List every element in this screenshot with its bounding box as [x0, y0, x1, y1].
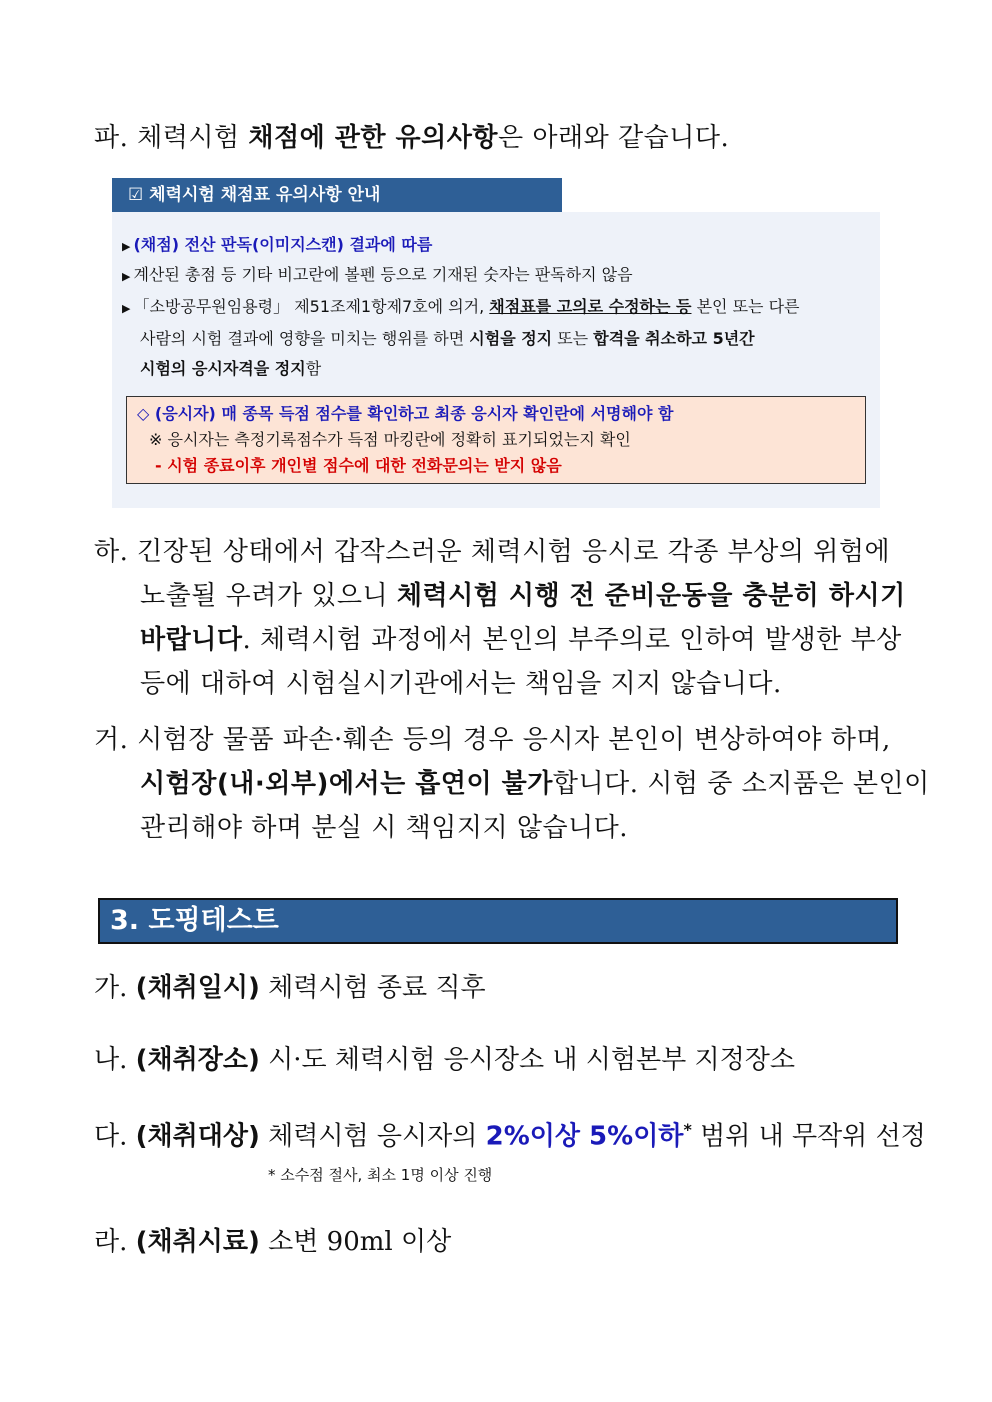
ha-line-1: 하. 긴장된 상태에서 갑작스러운 체력시험 응시로 각종 부상의 위험에: [94, 537, 891, 567]
ha-line-4: 등에 대하여 시험실시기관에서는 책임을 지지 않습니다.: [140, 669, 782, 699]
ha-line-2: 노출될 우려가 있으니 체력시험 시행 전 준비운동을 충분히 하시기: [140, 581, 906, 611]
geo-line-2: 시험장(내·외부)에서는 흡연이 불가합니다. 시험 중 소지품은 본인이: [140, 769, 930, 799]
geo-line-1: 거. 시험장 물품 파손·훼손 등의 경우 응시자 본인이 변상하여야 하며,: [94, 725, 891, 755]
item-da: 다. (채취대상) 체력시험 응시자의 2%이상 5%이하* 범위 내 무작위 선정: [94, 1120, 926, 1152]
applicant-notice-box: [126, 396, 866, 484]
item-ga: 가. (채취일시) 체력시험 종료 직후: [94, 973, 486, 1003]
paragraph-geo: [94, 720, 930, 848]
inner-line-2: ※ 응시자는 측정기록점수가 득점 마킹란에 정확히 표기되었는지 확인: [149, 430, 631, 449]
notice-bullet-2: ▶ 계산된 총점 등 기타 비고란에 볼펜 등으로 기재된 숫자는 판독하지 않음: [122, 265, 633, 284]
inner-line-3: - 시험 종료이후 개인별 점수에 대한 전화문의는 받지 않음: [155, 456, 562, 475]
geo-line-3: 관리해야 하며 분실 시 책임지지 않습니다.: [140, 813, 629, 843]
paragraph-pa: [94, 118, 729, 158]
pa-prefix: 파. 체력시험: [94, 123, 249, 153]
pa-suffix: 은 아래와 같습니다.: [498, 123, 730, 153]
pa-bold: 채점에 관한 유의사항: [248, 123, 499, 153]
triangle-bullet-icon: ▶: [122, 302, 131, 315]
ha-line-3: 바랍니다. 체력시험 과정에서 본인의 부주의로 인하여 발생한 부상: [140, 625, 902, 655]
triangle-bullet-icon: ▶: [122, 240, 131, 253]
notice-box: [112, 212, 880, 508]
notice-bullet-3: ▶ 「소방공무원임용령」 제51조제1항제7호에 의거, 채점표를 고의로 수정하는 등 본인 또는 다른: [122, 297, 800, 316]
triangle-bullet-icon: ▶: [122, 270, 131, 283]
footnote: * 소수점 절사, 최소 1명 이상 진행: [268, 1166, 493, 1184]
item-ra: 라. (채취시료) 소변 90ml 이상: [94, 1227, 452, 1257]
notice-bullet-3-line2: 사람의 시험 결과에 영향을 미치는 행위를 하면 시험을 정지 또는 합격을 취소하고 5년간: [140, 329, 755, 348]
notice-bullet-3-line3: 시험의 응시자격을 정지함: [140, 359, 322, 378]
notice-title: ☑ 체력시험 채점표 유의사항 안내: [112, 178, 562, 212]
notice-bullet-1: ▶ (채점) 전산 판독(이미지스캔) 결과에 따름: [122, 235, 433, 254]
inner-line-1: ◇ (응시자) 매 종목 득점 점수를 확인하고 최종 응시자 확인란에 서명해야 함: [137, 404, 674, 423]
item-na: 나. (채취장소) 시·도 체력시험 응시장소 내 시험본부 지정장소: [94, 1045, 795, 1075]
paragraph-ha: [94, 532, 906, 704]
section-header-doping-test: 3. 도핑테스트: [98, 898, 898, 944]
